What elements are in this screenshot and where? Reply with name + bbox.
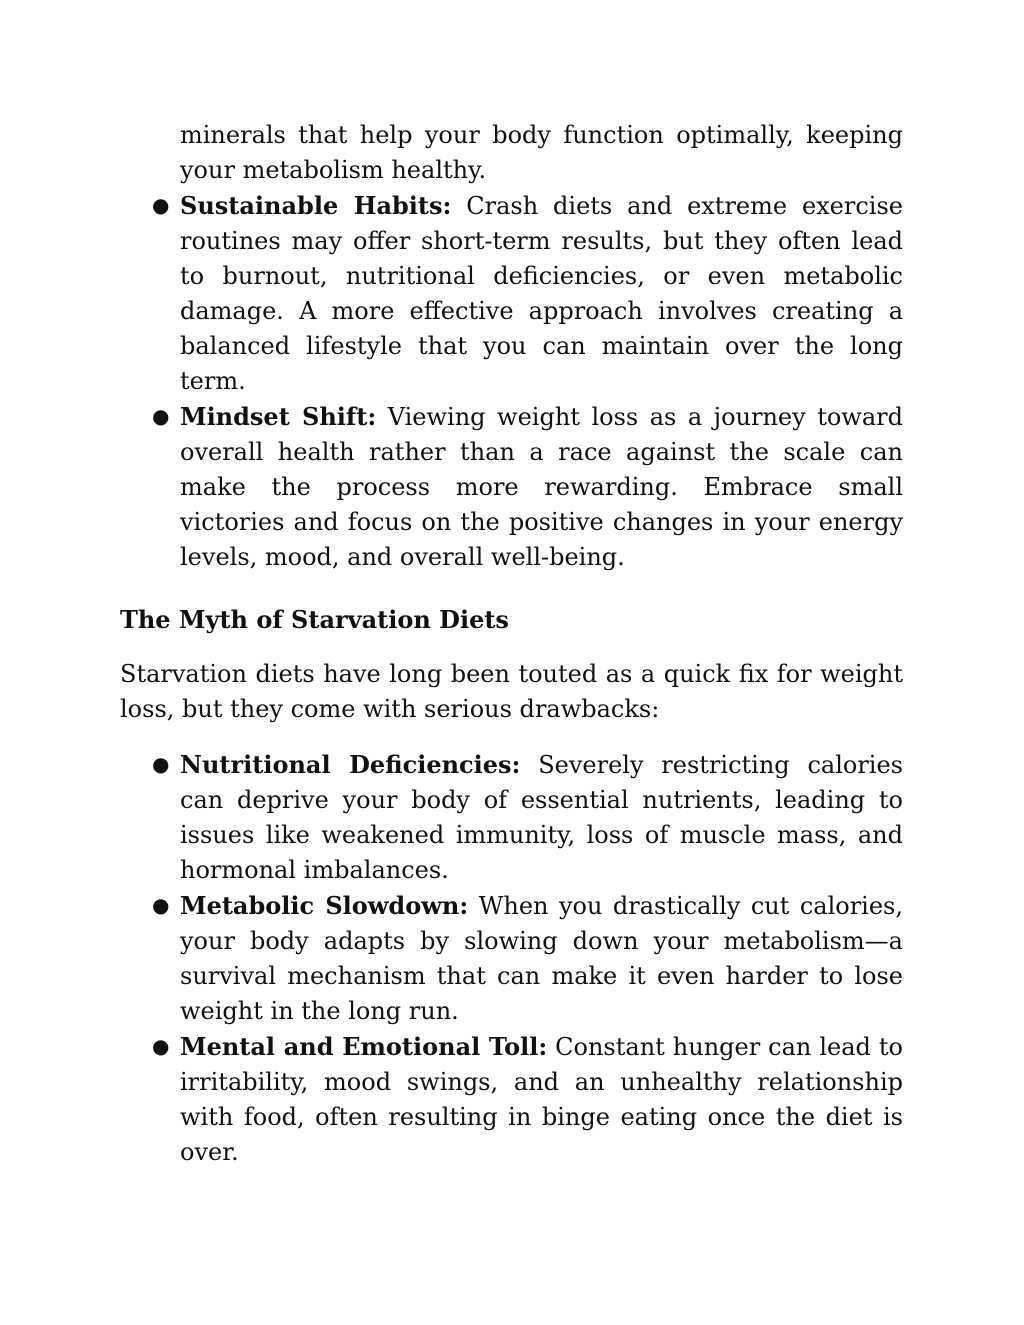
list-item xyxy=(152,747,903,888)
continuation-paragraph: minerals that help your body function optimally, keeping your metabolism healthy. xyxy=(180,121,903,184)
list-item xyxy=(152,1029,903,1170)
list-item xyxy=(152,888,904,1029)
drawbacks-list xyxy=(120,747,903,1170)
bullet-icon: ● xyxy=(152,193,170,217)
list-item-lead: Mindset Shift: xyxy=(180,402,377,431)
list-item-lead: Sustainable Habits: xyxy=(180,191,452,220)
list-item xyxy=(152,188,903,399)
list-item-lead: Nutritional Deficiencies: xyxy=(180,750,521,779)
list-item-lead: Mental and Emotional Toll: xyxy=(180,1032,548,1061)
document-page xyxy=(120,118,903,1170)
bullet-icon: ● xyxy=(152,752,170,776)
list-item-text: Constant hunger can lead to irritability, mood swings, and an unhealthy relationship with food, often resulting in binge eating once the diet is over. xyxy=(180,1033,903,1166)
list-item-text: Viewing weight loss as a journey toward overall health rather than a race against the scale can make the process more rewarding. Embrace small victories and focus on the positive changes in your energy levels, mood, and overall well-being. xyxy=(180,403,903,571)
list-item-text: When you drastically cut calories, your body adapts by slowing down your metabolism—a survival mechanism that can make it even harder to lose weight in the long run. xyxy=(180,892,904,1025)
list-item xyxy=(152,399,903,575)
list-item-text: Crash diets and extreme exercise routines may offer short-term results, but they often lead to burnout, nutritional deficiencies, or even metabolic damage. A more effective approach involves creating a balanced lifestyle that you can maintain over the long term. xyxy=(180,192,903,395)
bullet-icon: ● xyxy=(152,404,170,428)
list-item-text: Severely restricting calories can deprive your body of essential nutrients, leading to issues like weakened immunity, loss of muscle mass, and hormonal imbalances. xyxy=(180,751,903,884)
bullet-icon: ● xyxy=(152,893,170,917)
section-heading: The Myth of Starvation Diets xyxy=(120,605,509,634)
benefits-list xyxy=(120,188,903,575)
section-intro: Starvation diets have long been touted as a quick fix for weight loss, but they come with serious drawbacks: xyxy=(120,660,903,723)
list-item-lead: Metabolic Slowdown: xyxy=(180,891,469,920)
bullet-icon: ● xyxy=(152,1034,170,1058)
